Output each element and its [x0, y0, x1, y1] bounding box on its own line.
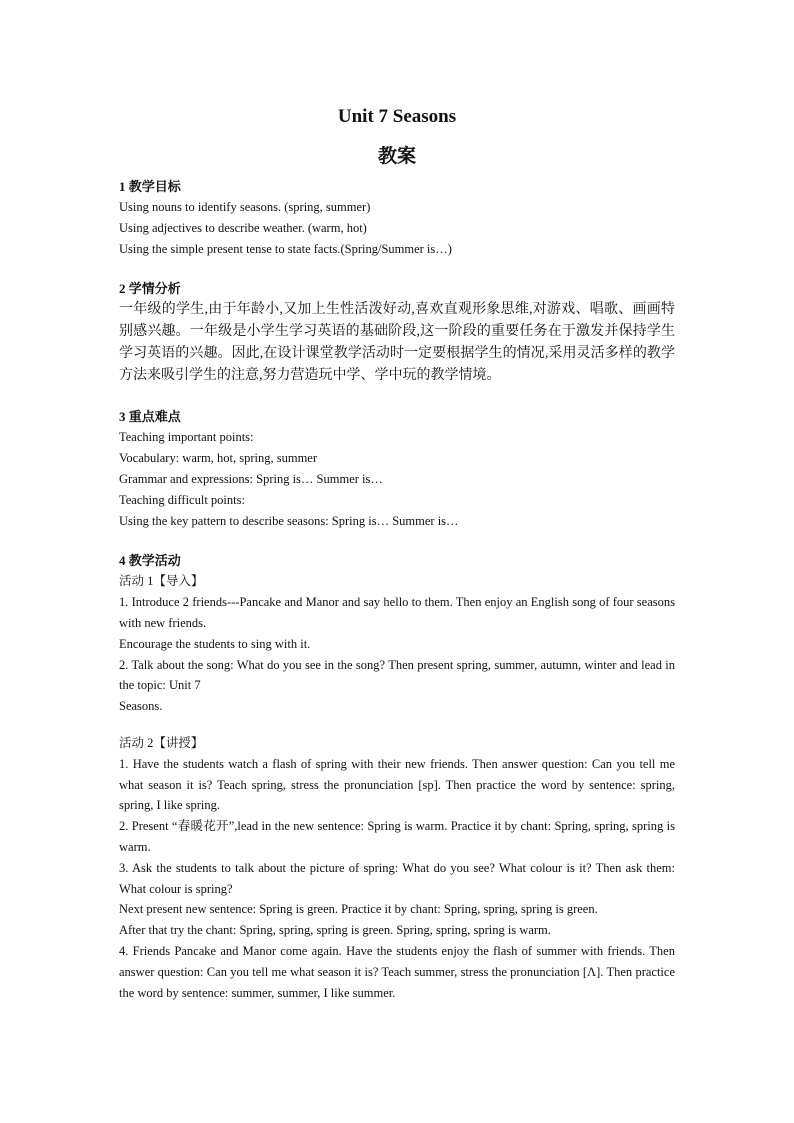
section-activities: [119, 551, 675, 1003]
objective-line: Using adjectives to describe weather. (warm, hot): [119, 220, 367, 235]
analysis-paragraph: 一年级的学生,由于年龄小,又加上生性活泼好动,喜欢直观形象思维,对游戏、唱歌、画画特别感兴趣。一年级是小学生学习英语的基础阶段,这一阶段的重要任务在于激发并保持学生学习英语的兴趣。因此,在设计课堂教学活动时一定要根据学生的情况,采用灵活多样的教学方法来吸引学生的注意,努力营造玩中学、学中玩的教学情境。: [119, 302, 675, 384]
section-objectives: [119, 177, 675, 259]
activity-item: 3. Ask the students to talk about the picture of spring: What do you see? What colour is it? Then ask them: What colour is spring?: [119, 860, 675, 896]
activity-item: 1. Introduce 2 friends---Pancake and Manor and say hello to them. Then enjoy an English song of four seasons with new friends.: [119, 595, 675, 630]
key-point-line: Using the key pattern to describe seasons: Spring is… Summer is…: [119, 513, 459, 528]
activity-item: 2. Talk about the song: What do you see in the song? Then present spring, summer, autumn, winter and lead in the topic: Unit 7: [119, 657, 675, 693]
key-point-line: Vocabulary: warm, hot, spring, summer: [119, 451, 317, 466]
activity-label: 活动 1【导入】: [119, 574, 204, 589]
section-heading: 1 教学目标: [119, 179, 181, 194]
document-subtitle: 教案: [377, 146, 416, 167]
document-body: [119, 103, 675, 1003]
section-heading: 4 教学活动: [119, 553, 181, 569]
activity-item: Next present new sentence: Spring is green. Practice it by chant: Spring, spring, spring is green.: [119, 902, 598, 917]
key-point-line: Teaching difficult points:: [119, 492, 245, 507]
activity-item: Encourage the students to sing with it.: [119, 636, 311, 651]
section-heading: 3 重点难点: [119, 409, 181, 425]
objective-line: Using nouns to identify seasons. (spring, summer): [119, 200, 371, 214]
section-key-points: [119, 407, 675, 531]
document-title: Unit 7 Seasons: [337, 106, 457, 127]
activity-label: 活动 2【讲授】: [119, 735, 204, 750]
section-analysis: [119, 279, 675, 387]
section-heading: 2 学情分析: [119, 281, 181, 297]
activity-item: 4. Friends Pancake and Manor come again. Have the students enjoy the flash of summer with friends. Then answer question: Can you tell me what season it is? Teach summer, stress the pronunciation [Λ]. Then practice the word by sentence: summer, summer, I like summer.: [119, 943, 675, 1000]
key-point-line: Grammar and expressions: Spring is… Summer is…: [119, 471, 383, 486]
objective-line: Using the simple present tense to state facts.(Spring/Summer is…): [119, 241, 452, 256]
key-point-line: Teaching important points:: [119, 430, 254, 445]
activity-item: 2. Present “春暖花开”,lead in the new sentence: Spring is warm. Practice it by chant: Spring, spring, spring is warm.: [119, 819, 675, 854]
activity-item: 1. Have the students watch a flash of spring with their new friends. Then answer question: Can you tell me what season it is? Teach spring, stress the pronunciation [sp]. Then practice the word by sentence: spring, spring, I like spring.: [119, 756, 675, 813]
activity-item: After that try the chant: Spring, spring, spring is green. Spring, spring, spring is warm.: [119, 923, 551, 938]
activity-item: Seasons.: [119, 699, 163, 714]
